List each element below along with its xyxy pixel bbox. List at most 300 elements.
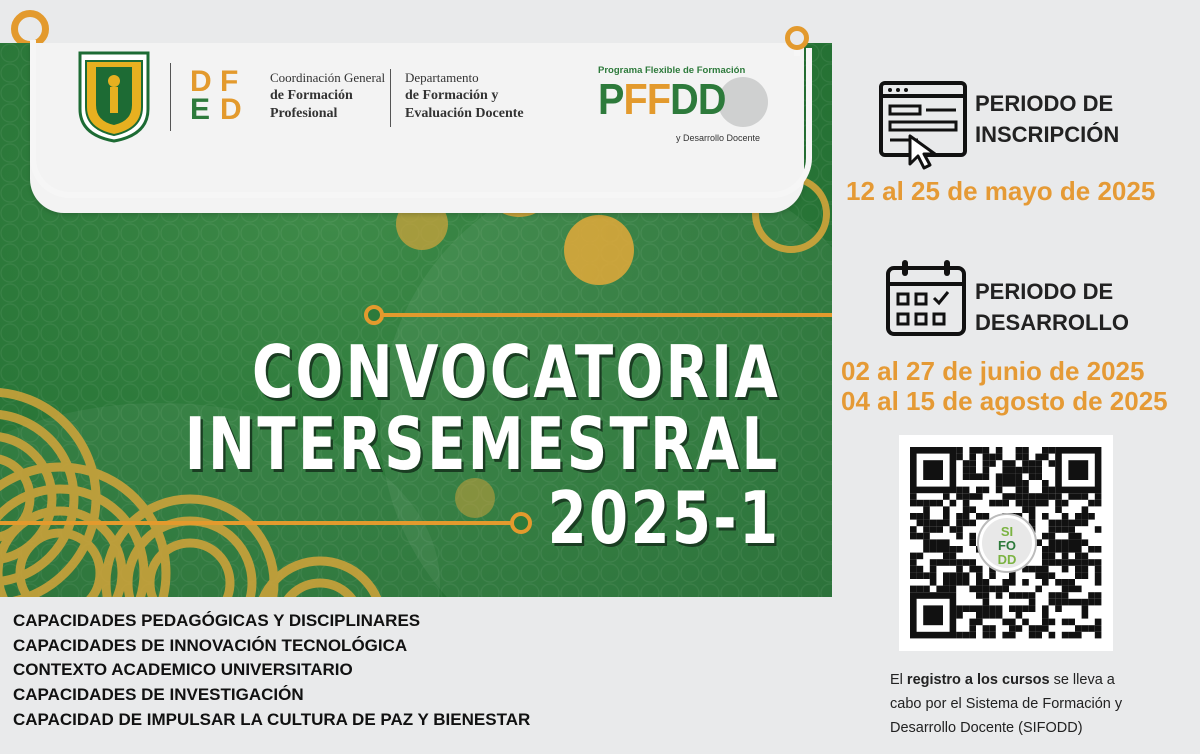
qr-module <box>1095 526 1102 533</box>
development-label-line: PERIODO DE <box>975 279 1114 304</box>
qr-module <box>989 500 996 507</box>
qr-module <box>1009 473 1016 480</box>
qr-module <box>1068 526 1075 533</box>
qr-module <box>1049 592 1056 599</box>
qr-module <box>1082 553 1089 560</box>
qr-module <box>1062 619 1069 626</box>
development-label <box>975 276 1129 338</box>
qr-module <box>1035 572 1042 579</box>
qr-module <box>956 526 963 533</box>
qr-module <box>1009 572 1016 579</box>
qr-module <box>1062 500 1069 507</box>
qr-module <box>910 559 917 566</box>
qr-module <box>996 586 1003 593</box>
course-item: CAPACIDADES PEDAGÓGICAS Y DISCIPLINARES <box>13 611 421 630</box>
decor-line <box>0 521 520 525</box>
qr-module <box>1062 599 1069 606</box>
inscription-dates: 12 al 25 de mayo de 2025 <box>846 176 1156 206</box>
qr-module <box>1088 500 1095 507</box>
qr-finder <box>1068 460 1088 480</box>
qr-module <box>943 553 950 560</box>
decor-line <box>374 313 832 317</box>
qr-module <box>1049 599 1056 606</box>
qr-module <box>983 632 990 639</box>
qr-module <box>1088 625 1095 632</box>
qr-module <box>1095 546 1102 553</box>
qr-module <box>1029 592 1036 599</box>
qr-module <box>976 487 983 494</box>
qr-module <box>956 520 963 527</box>
qr-module <box>969 520 976 527</box>
qr-module <box>917 572 924 579</box>
qr-module <box>936 539 943 546</box>
qr-module <box>1075 572 1082 579</box>
qr-module <box>1062 520 1069 527</box>
decor-line-node <box>364 305 384 325</box>
qr-module <box>989 454 996 461</box>
qr-module <box>1029 467 1036 474</box>
qr-module <box>1068 599 1075 606</box>
qr-module <box>1068 546 1075 553</box>
qr-module <box>1062 539 1069 546</box>
qr-module <box>1095 572 1102 579</box>
dfed-letter: E <box>190 93 211 126</box>
qr-module <box>1002 480 1009 487</box>
qr-module <box>1088 546 1095 553</box>
qr-module <box>1075 520 1082 527</box>
qr-module <box>1002 460 1009 467</box>
qr-module <box>910 526 917 533</box>
qr-module <box>963 500 970 507</box>
qr-module <box>910 566 917 573</box>
qr-module <box>1055 559 1062 566</box>
qr-code[interactable] <box>899 435 1113 651</box>
qr-module <box>1022 506 1029 513</box>
qr-module <box>956 612 963 619</box>
qr-module <box>1016 612 1023 619</box>
qr-module <box>1016 454 1023 461</box>
qr-module <box>1095 579 1102 586</box>
qr-module <box>943 586 950 593</box>
qr-module <box>1042 487 1049 494</box>
qr-module <box>923 546 930 553</box>
qr-module <box>996 500 1003 507</box>
qr-module <box>910 493 917 500</box>
qr-module <box>989 572 996 579</box>
qr-module <box>923 500 930 507</box>
qr-module <box>930 559 937 566</box>
qr-module <box>1022 480 1029 487</box>
qr-module <box>1009 605 1016 612</box>
qr-module <box>1075 625 1082 632</box>
coord-line: de Formación <box>270 88 353 103</box>
qr-module <box>963 493 970 500</box>
dfed-letter: D <box>190 65 212 98</box>
qr-module <box>1075 632 1082 639</box>
qr-module <box>1042 493 1049 500</box>
qr-module <box>983 605 990 612</box>
qr-module <box>963 460 970 467</box>
qr-module <box>1022 592 1029 599</box>
qr-module <box>963 506 970 513</box>
pffdd-bottom-text: y Desarrollo Docente <box>676 133 761 143</box>
qr-module <box>1095 619 1102 626</box>
qr-module <box>1082 605 1089 612</box>
qr-module <box>963 487 970 494</box>
sifodd-line: SI <box>1000 524 1014 539</box>
qr-module <box>1042 553 1049 560</box>
qr-module <box>1075 559 1082 566</box>
inscription-label-line: INSCRIPCIÓN <box>975 122 1120 147</box>
qr-module <box>910 586 917 593</box>
qr-module <box>950 553 957 560</box>
qr-module <box>956 605 963 612</box>
qr-module <box>963 605 970 612</box>
qr-module <box>950 500 957 507</box>
qr-module <box>1029 605 1036 612</box>
qr-module <box>996 473 1003 480</box>
qr-module <box>1049 493 1056 500</box>
qr-module <box>1075 566 1082 573</box>
qr-module <box>1088 599 1095 606</box>
qr-module <box>1095 493 1102 500</box>
qr-module <box>1095 625 1102 632</box>
qr-module <box>1082 572 1089 579</box>
qr-module <box>996 605 1003 612</box>
qr-module <box>1082 506 1089 513</box>
qr-module <box>956 493 963 500</box>
qr-module <box>1095 500 1102 507</box>
pffdd-letter: P <box>598 75 624 124</box>
qr-module <box>983 487 990 494</box>
inscription-label-line: PERIODO DE <box>975 91 1114 116</box>
qr-module <box>1049 619 1056 626</box>
qr-module <box>1042 625 1049 632</box>
qr-module <box>1049 546 1056 553</box>
qr-module <box>930 572 937 579</box>
qr-module <box>1055 599 1062 606</box>
qr-module <box>1068 619 1075 626</box>
qr-module <box>1075 553 1082 560</box>
sifodd-badge <box>979 515 1035 571</box>
qr-module <box>1049 520 1056 527</box>
qr-module <box>1042 619 1049 626</box>
qr-module <box>983 579 990 586</box>
qr-module <box>1022 493 1029 500</box>
qr-module <box>950 546 957 553</box>
qr-module <box>1075 599 1082 606</box>
qr-module <box>1029 500 1036 507</box>
qr-module <box>956 513 963 520</box>
qr-module <box>936 559 943 566</box>
qr-module <box>963 473 970 480</box>
qr-module <box>1042 546 1049 553</box>
qr-module <box>1082 539 1089 546</box>
qr-module <box>943 539 950 546</box>
qr-module <box>930 546 937 553</box>
qr-module <box>1009 632 1016 639</box>
qr-module <box>983 586 990 593</box>
qr-module <box>923 506 930 513</box>
qr-module <box>917 553 924 560</box>
qr-module <box>976 579 983 586</box>
qr-module <box>989 605 996 612</box>
qr-module <box>923 513 930 520</box>
decor-frame <box>30 48 812 198</box>
qr-module <box>983 454 990 461</box>
qr-module <box>950 559 957 566</box>
qr-module <box>1049 526 1056 533</box>
qr-module <box>983 473 990 480</box>
qr-module <box>1082 612 1089 619</box>
dept-line: Departamento <box>405 70 479 85</box>
qr-module <box>1082 625 1089 632</box>
qr-module <box>936 546 943 553</box>
inscription-label <box>975 88 1119 150</box>
qr-module <box>976 612 983 619</box>
qr-module <box>1035 473 1042 480</box>
qr-module <box>969 447 976 454</box>
qr-module <box>963 632 970 639</box>
qr-module <box>969 559 976 566</box>
qr-module <box>969 632 976 639</box>
qr-module <box>943 546 950 553</box>
qr-module <box>1095 632 1102 639</box>
qr-module <box>1062 546 1069 553</box>
qr-module <box>989 586 996 593</box>
development-label-line: DESARROLLO <box>975 310 1129 335</box>
qr-module <box>1022 579 1029 586</box>
qr-module <box>1029 513 1036 520</box>
qr-module <box>996 612 1003 619</box>
qr-module <box>930 520 937 527</box>
qr-module <box>1049 487 1056 494</box>
qr-module <box>983 447 990 454</box>
registration-note <box>890 668 1150 740</box>
qr-module <box>1082 566 1089 573</box>
qr-module <box>1029 632 1036 639</box>
note-text: El <box>890 672 907 688</box>
qr-module <box>910 572 917 579</box>
qr-module <box>956 546 963 553</box>
qr-module <box>917 500 924 507</box>
qr-module <box>1068 493 1075 500</box>
qr-module <box>1062 526 1069 533</box>
dept-line: de Formación y <box>405 88 499 103</box>
qr-module <box>1088 592 1095 599</box>
qr-module <box>969 586 976 593</box>
pffdd-letter: F <box>623 75 647 124</box>
qr-module <box>956 579 963 586</box>
qr-module <box>1016 493 1023 500</box>
qr-module <box>1009 619 1016 626</box>
qr-module <box>1095 566 1102 573</box>
qr-module <box>943 513 950 520</box>
qr-module <box>1055 526 1062 533</box>
qr-module <box>1049 447 1056 454</box>
decor-line-node <box>510 512 532 534</box>
qr-module <box>1055 546 1062 553</box>
qr-module <box>1075 513 1082 520</box>
qr-module <box>1035 493 1042 500</box>
qr-module <box>917 566 924 573</box>
qr-module <box>1055 592 1062 599</box>
qr-module <box>917 533 924 540</box>
qr-module <box>1042 566 1049 573</box>
qr-module <box>1035 500 1042 507</box>
qr-module <box>1022 619 1029 626</box>
qr-module <box>1002 632 1009 639</box>
dfed-letter: D <box>220 93 242 126</box>
qr-module <box>1075 493 1082 500</box>
qr-module <box>1016 625 1023 632</box>
qr-module <box>969 467 976 474</box>
qr-module <box>983 460 990 467</box>
qr-module <box>1062 586 1069 593</box>
qr-module <box>1029 493 1036 500</box>
qr-module <box>1068 520 1075 527</box>
qr-module <box>1095 592 1102 599</box>
qr-module <box>1055 493 1062 500</box>
qr-module <box>923 533 930 540</box>
title-line-1: CONVOCATORIA <box>251 330 780 414</box>
qr-module <box>1042 447 1049 454</box>
qr-module <box>910 500 917 507</box>
qr-module <box>969 454 976 461</box>
qr-module <box>956 454 963 461</box>
qr-module <box>1049 553 1056 560</box>
qr-module <box>976 513 983 520</box>
qr-module <box>1082 599 1089 606</box>
qr-module <box>1002 579 1009 586</box>
qr-module <box>956 447 963 454</box>
qr-module <box>989 612 996 619</box>
qr-module <box>1002 619 1009 626</box>
pffdd-letter: F <box>646 75 671 124</box>
qr-module <box>996 487 1003 494</box>
qr-module <box>976 605 983 612</box>
qr-module <box>969 566 976 573</box>
qr-module <box>989 460 996 467</box>
qr-module <box>1009 493 1016 500</box>
qr-module <box>1002 473 1009 480</box>
qr-module <box>1075 539 1082 546</box>
qr-module <box>1009 480 1016 487</box>
qr-module <box>1035 539 1042 546</box>
qr-module <box>1062 513 1069 520</box>
qr-module <box>1062 553 1069 560</box>
qr-module <box>923 586 930 593</box>
qr-module <box>930 566 937 573</box>
qr-module <box>936 526 943 533</box>
qr-module <box>950 572 957 579</box>
course-item: CAPACIDADES DE INNOVACIÓN TECNOLÓGICA <box>13 636 408 655</box>
qr-module <box>1016 473 1023 480</box>
qr-module <box>1055 539 1062 546</box>
qr-module <box>963 467 970 474</box>
development-dates-1: 02 al 27 de junio de 2025 <box>841 356 1145 386</box>
qr-module <box>943 506 950 513</box>
qr-module <box>1042 500 1049 507</box>
decor-ring-top-right <box>785 26 809 50</box>
qr-module <box>1082 493 1089 500</box>
qr-module <box>943 579 950 586</box>
qr-module <box>1002 467 1009 474</box>
qr-module <box>976 619 983 626</box>
qr-module <box>930 539 937 546</box>
coord-line: Coordinación General <box>270 70 386 85</box>
qr-module <box>1009 579 1016 586</box>
qr-module <box>996 480 1003 487</box>
qr-module <box>950 586 957 593</box>
title-line-2: INTERSEMESTRAL <box>185 402 780 486</box>
qr-module <box>956 487 963 494</box>
qr-module <box>1049 460 1056 467</box>
qr-module <box>983 592 990 599</box>
qr-module <box>1002 586 1009 593</box>
qr-module <box>1075 546 1082 553</box>
qr-module <box>1016 447 1023 454</box>
qr-module <box>1016 605 1023 612</box>
qr-module <box>1062 632 1069 639</box>
qr-module <box>936 520 943 527</box>
qr-module <box>930 500 937 507</box>
qr-module <box>1082 513 1089 520</box>
qr-module <box>1062 592 1069 599</box>
qr-module <box>1055 605 1062 612</box>
qr-module <box>943 520 950 527</box>
qr-module <box>1062 566 1069 573</box>
qr-module <box>1029 473 1036 480</box>
qr-module <box>969 506 976 513</box>
qr-module <box>956 533 963 540</box>
qr-module <box>969 605 976 612</box>
qr-module <box>976 592 983 599</box>
qr-module <box>976 447 983 454</box>
qr-module <box>917 513 924 520</box>
qr-module <box>930 526 937 533</box>
qr-module <box>1062 559 1069 566</box>
qr-module <box>989 632 996 639</box>
qr-module <box>983 467 990 474</box>
qr-module <box>983 599 990 606</box>
qr-module <box>1035 467 1042 474</box>
qr-module <box>1035 625 1042 632</box>
qr-module <box>936 500 943 507</box>
qr-module <box>943 572 950 579</box>
qr-module <box>910 513 917 520</box>
qr-module <box>1042 513 1049 520</box>
qr-module <box>917 520 924 527</box>
qr-module <box>1009 460 1016 467</box>
coord-line: Profesional <box>270 106 338 121</box>
qr-module <box>1009 625 1016 632</box>
qr-module <box>1042 579 1049 586</box>
qr-module <box>969 533 976 540</box>
qr-module <box>1049 559 1056 566</box>
qr-module <box>1049 539 1056 546</box>
qr-module <box>983 513 990 520</box>
qr-module <box>1035 454 1042 461</box>
qr-module <box>930 579 937 586</box>
qr-module <box>1088 513 1095 520</box>
qr-finder <box>923 460 943 480</box>
qr-module <box>1022 605 1029 612</box>
qr-module <box>1029 599 1036 606</box>
qr-module <box>950 526 957 533</box>
dfed-letter: F <box>220 65 239 98</box>
qr-module <box>910 533 917 540</box>
